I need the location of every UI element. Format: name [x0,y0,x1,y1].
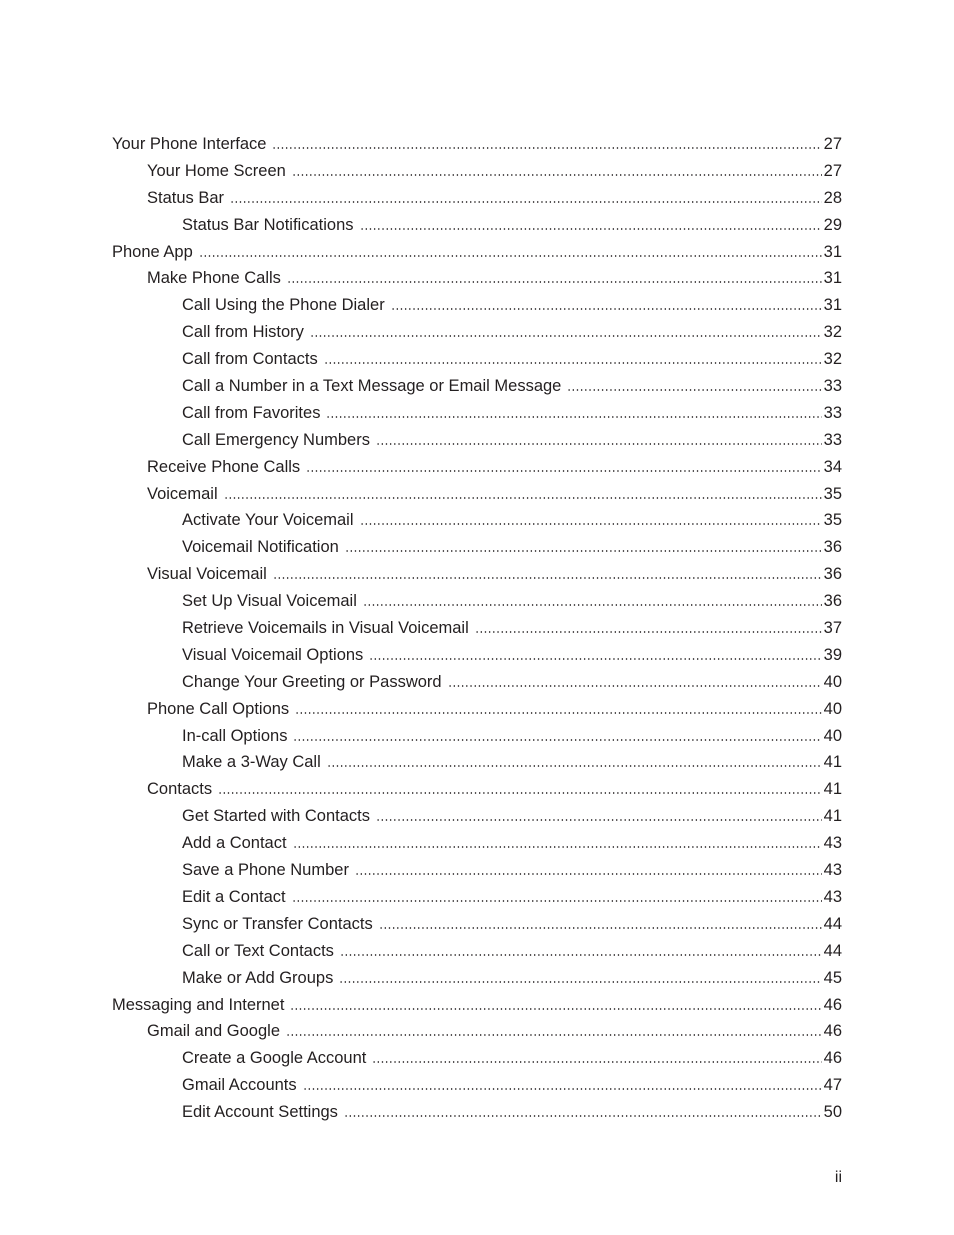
toc-entry[interactable] [112,669,842,696]
toc-entry-page-number: 34 [823,457,842,476]
toc-dot-leader [295,712,821,714]
toc-dot-leader [369,658,821,660]
toc-entry-page-number: 44 [823,914,842,933]
toc-entry-page-number: 29 [823,215,842,234]
toc-entry-page-number: 32 [823,323,842,342]
toc-entry-title: Call from Favorites [182,403,321,422]
toc-entry-title: Call from Contacts [182,350,318,369]
toc-entry-page-number: 32 [823,350,842,369]
toc-entry-page-number: 31 [823,242,842,261]
toc-entry-title: Phone App [112,242,193,261]
toc-entry-page-number: 28 [823,188,842,207]
toc-entry-title: Receive Phone Calls [147,457,301,476]
toc-entry-title: Set Up Visual Voicemail [182,592,357,611]
toc-entry[interactable] [112,292,842,319]
toc-entry[interactable] [112,992,842,1019]
toc-entry-title: Make Phone Calls [147,269,281,288]
toc-entry-title: Your Home Screen [147,161,286,180]
toc-dot-leader [475,631,822,633]
toc-entry-page-number: 41 [823,780,842,799]
toc-entry-title: Sync or Transfer Contacts [182,914,373,933]
toc-entry[interactable] [112,830,842,857]
toc-dot-leader [286,1034,822,1036]
toc-entry[interactable] [112,131,842,158]
toc-entry-title: Your Phone Interface [112,135,267,153]
toc-entry[interactable] [112,346,842,373]
toc-dot-leader [293,739,821,741]
toc-dot-leader [326,416,821,418]
toc-entry-page-number: 27 [823,161,842,180]
toc-entry-page-number: 27 [823,135,842,153]
toc-entry-page-number: 43 [823,861,842,880]
toc-dot-leader [355,873,822,875]
toc-entry[interactable] [112,1018,842,1045]
toc-entry-page-number: 36 [823,538,842,557]
toc-entry[interactable] [112,588,842,615]
toc-entry-title: Gmail Accounts [182,1076,297,1095]
toc-dot-leader [327,765,822,767]
toc-entry-title: Change Your Greeting or Password [182,672,442,691]
toc-dot-leader [272,147,821,149]
toc-entry[interactable] [112,615,842,642]
toc-dot-leader [340,954,822,956]
toc-dot-leader [372,1061,821,1063]
toc-entry-title: Call Emergency Numbers [182,430,370,449]
toc-dot-leader [360,523,822,525]
toc-dot-leader [310,335,822,337]
toc-entry[interactable] [112,481,842,508]
toc-entry[interactable] [112,534,842,561]
table-of-contents [112,131,842,1126]
toc-entry[interactable] [112,454,842,481]
toc-dot-leader [230,201,822,203]
toc-entry-page-number: 31 [823,296,842,315]
toc-entry-page-number: 37 [823,619,842,638]
toc-entry[interactable] [112,239,842,266]
toc-entry-title: Phone Call Options [147,699,290,718]
toc-entry-page-number: 46 [823,1022,842,1041]
toc-entry[interactable] [112,373,842,400]
toc-entry[interactable] [112,776,842,803]
toc-entry-page-number: 43 [823,834,842,853]
toc-entry[interactable] [112,749,842,776]
toc-dot-leader [306,470,821,472]
toc-entry-title: Call from History [182,323,304,342]
toc-entry-page-number: 47 [823,1076,842,1095]
toc-entry-title: Status Bar Notifications [182,215,354,234]
toc-entry[interactable] [112,561,842,588]
toc-entry[interactable] [112,1099,842,1126]
toc-entry-page-number: 40 [823,699,842,718]
toc-dot-leader [376,819,822,821]
toc-entry[interactable] [112,723,842,750]
toc-entry[interactable] [112,696,842,723]
toc-entry-page-number: 43 [823,887,842,906]
toc-entry[interactable] [112,803,842,830]
toc-entry-title: Add a Contact [182,834,287,853]
toc-entry-title: Retrieve Voicemails in Visual Voicemail [182,619,469,638]
toc-entry-title: Visual Voicemail Options [182,645,364,664]
toc-entry-title: Messaging and Internet [112,995,285,1014]
toc-entry-title: Status Bar [147,188,225,207]
toc-entry[interactable] [112,400,842,427]
toc-entry-page-number: 40 [823,672,842,691]
toc-dot-leader [287,281,822,283]
toc-entry[interactable] [112,884,842,911]
toc-entry[interactable] [112,642,842,669]
toc-entry-page-number: 41 [823,753,842,772]
toc-entry-title: Activate Your Voicemail [182,511,354,530]
toc-entry-title: Voicemail Notification [182,538,339,557]
toc-entry-page-number: 39 [823,645,842,664]
toc-dot-leader [290,1008,821,1010]
toc-entry-title: Create a Google Account [182,1049,367,1068]
toc-entry-page-number: 44 [823,941,842,960]
toc-entry-page-number: 46 [823,1049,842,1068]
toc-entry[interactable] [112,857,842,884]
toc-entry[interactable] [112,319,842,346]
toc-dot-leader [199,255,822,257]
toc-entry-title: Call or Text Contacts [182,941,334,960]
toc-entry[interactable] [112,265,842,292]
toc-entry-page-number: 45 [823,968,842,987]
toc-dot-leader [224,497,822,499]
toc-entry-title: Edit Account Settings [182,1103,338,1122]
toc-dot-leader [292,900,822,902]
toc-entry-title: Call Using the Phone Dialer [182,296,385,315]
toc-dot-leader [273,577,822,579]
toc-entry-page-number: 41 [823,807,842,826]
toc-entry-title: Make or Add Groups [182,968,334,987]
toc-entry-page-number: 33 [823,430,842,449]
toc-entry-title: In-call Options [182,726,288,745]
toc-entry[interactable] [112,965,842,992]
toc-dot-leader [324,362,822,364]
toc-entry-title: Make a 3-Way Call [182,753,321,772]
toc-entry-page-number: 46 [823,995,842,1014]
toc-entry-page-number: 35 [823,511,842,530]
toc-entry-title: Voicemail [147,484,218,503]
toc-entry-title: Call a Number in a Text Message or Email Message [182,377,562,396]
toc-entry-page-number: 31 [823,269,842,288]
toc-entry[interactable] [112,212,842,239]
toc-dot-leader [345,550,822,552]
toc-dot-leader [391,308,822,310]
toc-dot-leader [303,1088,822,1090]
toc-entry-title: Gmail and Google [147,1022,280,1041]
toc-dot-leader [376,443,822,445]
toc-entry[interactable] [112,427,842,454]
toc-dot-leader [360,228,822,230]
toc-entry-page-number: 40 [823,726,842,745]
toc-entry-page-number: 33 [823,377,842,396]
toc-entry[interactable] [112,1045,842,1072]
toc-entry[interactable] [112,1072,842,1099]
toc-entry-title: Get Started with Contacts [182,807,371,826]
toc-dot-leader [218,792,822,794]
toc-entry-page-number: 36 [823,592,842,611]
toc-entry[interactable] [112,185,842,212]
toc-dot-leader [344,1115,822,1117]
toc-dot-leader [293,846,822,848]
toc-dot-leader [448,685,822,687]
toc-dot-leader [363,604,822,606]
toc-entry-title: Visual Voicemail [147,565,267,584]
page-number: ii [834,1169,842,1186]
toc-dot-leader [292,174,822,176]
toc-entry-page-number: 33 [823,403,842,422]
toc-entry-page-number: 35 [823,484,842,503]
toc-entry[interactable] [112,507,842,534]
toc-entry[interactable] [112,158,842,185]
toc-dot-leader [339,981,821,983]
toc-entry[interactable] [112,938,842,965]
toc-dot-leader [379,927,822,929]
toc-entry[interactable] [112,911,842,938]
toc-entry-title: Save a Phone Number [182,861,349,880]
toc-dot-leader [567,389,821,391]
toc-entry-page-number: 36 [823,565,842,584]
toc-entry-title: Contacts [147,780,213,799]
toc-entry-page-number: 50 [823,1103,842,1122]
toc-entry-title: Edit a Contact [182,887,286,906]
